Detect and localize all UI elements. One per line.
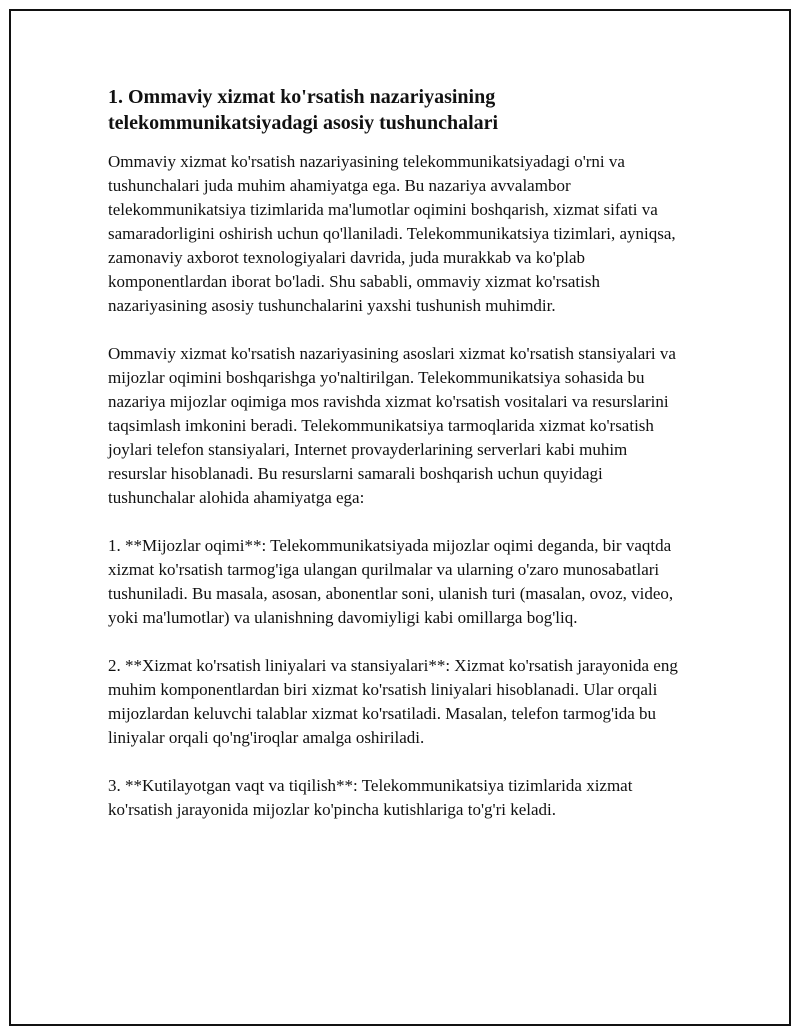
section-title: 1. Ommaviy xizmat ko'rsatish nazariyasining telekommunikatsiyadagi asosiy tushunchalari bbox=[108, 86, 499, 134]
paragraph-foundations: Ommaviy xizmat ko'rsatish nazariyasining asoslari xizmat ko'rsatish stansiyalari va mijozlar oqimini boshqarishga yo'naltirilgan. Telekommunikatsiya sohasida bu nazariya mijozlar oqimiga mos ravishda xizmat ko'rsatish vositalari va resurslarini taqsimlash imkonini beradi. Telekommunikatsiya tarmoqlarida xizmat ko'rsatish joylari telefon stansiyalari, Internet provayderlarining serverlari kabi muhim resurslar hisoblanadi. Bu resurslarni samarali boshqarish uchun quyidagi tushunchalar alohida ahamiyatga ega: bbox=[108, 344, 676, 507]
list-item-customer-flow: 1. **Mijozlar oqimi**: Telekommunikatsiyada mijozlar oqimi deganda, bir vaqtda xizmat ko'rsatish tarmog'iga ulangan qurilmalar va ularning o'zaro munosabatlari tushuniladi. Bu masala, asosan, abonentlar soni, ulanish turi (masalan, ovoz, video, yoki ma'lumotlar) va ulanishning davomiyligi kabi omillarga bog'liq. bbox=[108, 536, 674, 627]
list-item-waiting-time: 3. **Kutilayotgan vaqt va tiqilish**: Telekommunikatsiya tizimlarida xizmat ko'rsatish jarayonida mijozlar ko'pincha kutishlariga to'g'ri keladi. bbox=[108, 776, 633, 819]
paragraph-intro: Ommaviy xizmat ko'rsatish nazariyasining telekommunikatsiyadagi o'rni va tushunchalari juda muhim ahamiyatga ega. Bu nazariya avvalambor telekommunikatsiya tizimlarida ma'lumotlar oqimini boshqarish, xizmat sifati va samaradorligini oshirish uchun qo'llaniladi. Telekommunikatsiya tizimlari, ayniqsa, zamonaviy axborot texnologiyalari davrida, juda murakkab va ko'plab komponentlardan iborat bo'ladi. Shu sababli, ommaviy xizmat ko'rsatish nazariyasining asosiy tushunchalarini yaxshi tushunish muhimdir. bbox=[108, 152, 676, 315]
list-item-service-lines: 2. **Xizmat ko'rsatish liniyalari va stansiyalari**: Xizmat ko'rsatish jarayonida eng muhim komponentlardan biri xizmat ko'rsatish liniyalari hisoblanadi. Ular orqali mijozlardan keluvchi talablar xizmat ko'rsatiladi. Masalan, telefon tarmog'ida bu liniyalar orqali qo'ng'iroqlar amalga oshiriladi. bbox=[108, 656, 678, 747]
document-body bbox=[108, 84, 688, 846]
